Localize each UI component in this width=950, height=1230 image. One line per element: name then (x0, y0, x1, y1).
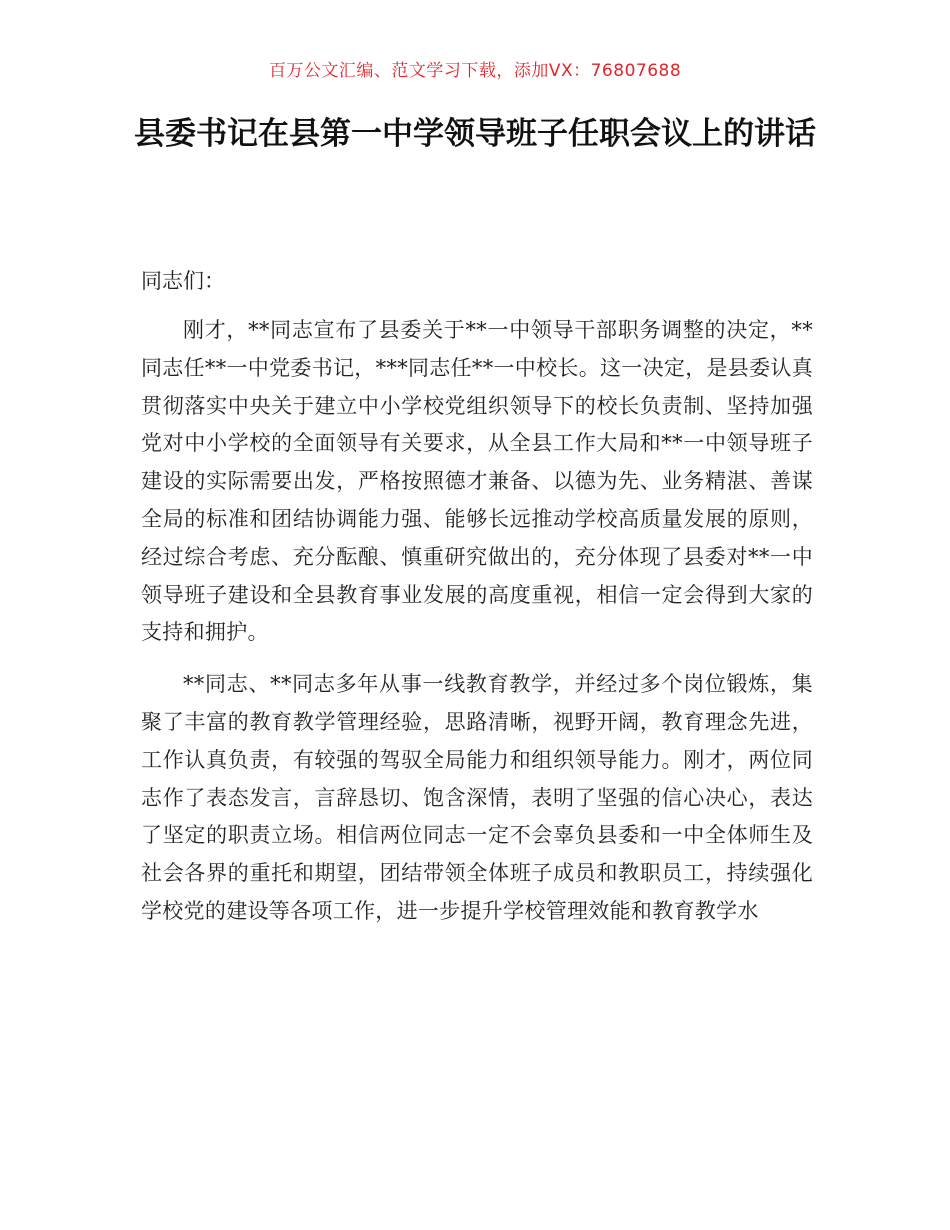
paragraph-2: **同志、**同志多年从事一线教育教学，并经过多个岗位锻炼，集聚了丰富的教育教学管理经验，思路清晰，视野开阔，教育理念先进，工作认真负责，有较强的驾驭全局能力和组织领导能力。刚才，两位同志作了表态发言，言辞恳切、饱含深情，表明了坚强的信心决心，表达了坚定的职责立场。相信两位同志一定不会辜负县委和一中全体师生及社会各界的重托和期望，团结带领全体班子成员和教职员工，持续强化学校党的建设等各项工作，进一步提升学校管理效能和教育教学水 (141, 672, 813, 923)
watermark-header: 百万公文汇编、范文学习下载，添加VX：76807688 (268, 61, 682, 81)
body-text (141, 312, 813, 945)
paragraph-1: 刚才，**同志宣布了县委关于**一中领导干部职务调整的决定，**同志任**一中党委书记，***同志任**一中校长。这一决定，是县委认真贯彻落实中央关于建立中小学校党组织领导下的校长负责制、坚持加强党对中小学校的全面领导有关要求，从全县工作大局和**一中领导班子建设的实际需要出发，严格按照德才兼备、以德为先、业务精湛、善谋全局的标准和团结协调能力强、能够长远推动学校高质量发展的原则，经过综合考虑、充分酝酿、慎重研究做出的，充分体现了县委对**一中领导班子建设和全县教育事业发展的高度重视，相信一定会得到大家的支持和拥护。 (141, 318, 813, 645)
salutation: 同志们： (141, 269, 225, 293)
document-title: 县委书记在县第一中学领导班子任职会议上的讲话 (134, 116, 816, 152)
